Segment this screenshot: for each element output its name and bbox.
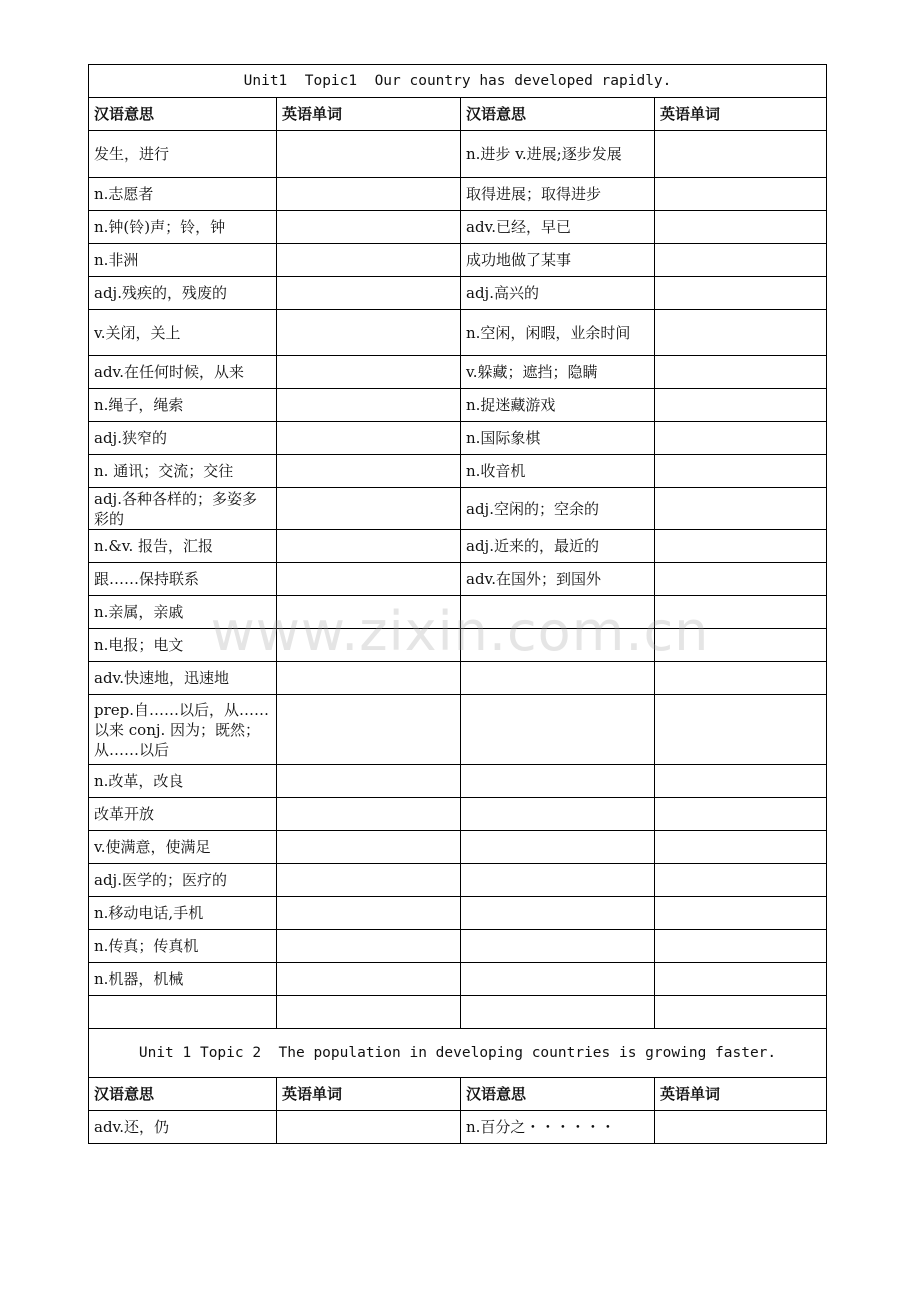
english-word-cell[interactable] <box>655 596 827 629</box>
table-row <box>89 798 827 831</box>
english-word-cell[interactable] <box>277 596 461 629</box>
chinese-meaning-cell <box>461 864 655 897</box>
chinese-meaning-cell: n.&v. 报告，汇报 <box>89 530 277 563</box>
english-word-cell[interactable] <box>655 277 827 310</box>
chinese-meaning-cell <box>461 662 655 695</box>
column-header: 汉语意思 <box>461 98 655 131</box>
table-row <box>89 277 827 310</box>
english-word-cell[interactable] <box>277 963 461 996</box>
table-row <box>89 563 827 596</box>
english-word-cell[interactable] <box>277 1111 461 1144</box>
chinese-meaning-cell: prep.自……以后，从……以来 conj. 因为；既然；从……以后 <box>89 695 277 765</box>
chinese-meaning-cell <box>461 963 655 996</box>
english-word-cell[interactable] <box>655 455 827 488</box>
table-row <box>89 629 827 662</box>
english-word-cell[interactable] <box>655 662 827 695</box>
topic1-title: Unit1 Topic1 Our country has developed rapidly. <box>89 65 827 98</box>
english-word-cell[interactable] <box>655 963 827 996</box>
chinese-meaning-cell: 成功地做了某事 <box>461 244 655 277</box>
table-row <box>89 996 827 1029</box>
chinese-meaning-cell: v.躲藏；遮挡；隐瞒 <box>461 356 655 389</box>
chinese-meaning-cell <box>89 996 277 1029</box>
english-word-cell[interactable] <box>655 1111 827 1144</box>
english-word-cell[interactable] <box>655 996 827 1029</box>
english-word-cell[interactable] <box>277 629 461 662</box>
topic2-title: Unit 1 Topic 2 The population in developing countries is growing faster. <box>89 1029 827 1078</box>
english-word-cell[interactable] <box>277 488 461 530</box>
chinese-meaning-cell: adj.残疾的，残废的 <box>89 277 277 310</box>
table-row <box>89 897 827 930</box>
english-word-cell[interactable] <box>655 563 827 596</box>
chinese-meaning-cell: n.亲属，亲戚 <box>89 596 277 629</box>
table-row <box>89 455 827 488</box>
english-word-cell[interactable] <box>277 930 461 963</box>
chinese-meaning-cell: n.移动电话,手机 <box>89 897 277 930</box>
english-word-cell[interactable] <box>655 930 827 963</box>
watermark: www.zixin.com.cn <box>210 600 710 663</box>
chinese-meaning-cell: n.进步 v.进展;逐步发展 <box>461 131 655 178</box>
english-word-cell[interactable] <box>655 629 827 662</box>
table-row <box>89 422 827 455</box>
english-word-cell[interactable] <box>655 488 827 530</box>
chinese-meaning-cell: adj.各种各样的；多姿多彩的 <box>89 488 277 530</box>
chinese-meaning-cell: v.关闭，关上 <box>89 310 277 356</box>
chinese-meaning-cell <box>461 765 655 798</box>
english-word-cell[interactable] <box>277 310 461 356</box>
english-word-cell[interactable] <box>655 356 827 389</box>
table-row <box>89 963 827 996</box>
chinese-meaning-cell: adv.在任何时候，从来 <box>89 356 277 389</box>
english-word-cell[interactable] <box>277 831 461 864</box>
column-header: 英语单词 <box>655 98 827 131</box>
english-word-cell[interactable] <box>277 244 461 277</box>
table-row <box>89 662 827 695</box>
table-row <box>89 864 827 897</box>
chinese-meaning-cell <box>461 930 655 963</box>
chinese-meaning-cell: 改革开放 <box>89 798 277 831</box>
table-row <box>89 596 827 629</box>
topic1-title-row <box>89 65 827 98</box>
topic2-header-row <box>89 1078 827 1111</box>
english-word-cell[interactable] <box>277 356 461 389</box>
chinese-meaning-cell: adj.医学的；医疗的 <box>89 864 277 897</box>
table-row <box>89 1111 827 1144</box>
table-row <box>89 244 827 277</box>
english-word-cell[interactable] <box>655 389 827 422</box>
english-word-cell[interactable] <box>277 662 461 695</box>
english-word-cell[interactable] <box>655 131 827 178</box>
table-row <box>89 178 827 211</box>
column-header: 汉语意思 <box>89 1078 277 1111</box>
chinese-meaning-cell <box>461 831 655 864</box>
chinese-meaning-cell: n.百分之・・・・・・ <box>461 1111 655 1144</box>
chinese-meaning-cell: n.志愿者 <box>89 178 277 211</box>
chinese-meaning-cell: n.钟(铃)声；铃，钟 <box>89 211 277 244</box>
chinese-meaning-cell: 跟……保持联系 <box>89 563 277 596</box>
english-word-cell[interactable] <box>655 310 827 356</box>
chinese-meaning-cell: n.收音机 <box>461 455 655 488</box>
english-word-cell[interactable] <box>277 897 461 930</box>
table-row <box>89 765 827 798</box>
chinese-meaning-cell: adj.近来的，最近的 <box>461 530 655 563</box>
table-row <box>89 930 827 963</box>
table-row <box>89 356 827 389</box>
english-word-cell[interactable] <box>277 131 461 178</box>
table-row <box>89 530 827 563</box>
chinese-meaning-cell <box>461 596 655 629</box>
english-word-cell[interactable] <box>277 422 461 455</box>
chinese-meaning-cell <box>461 798 655 831</box>
chinese-meaning-cell: n.空闲，闲暇，业余时间 <box>461 310 655 356</box>
column-header: 汉语意思 <box>89 98 277 131</box>
english-word-cell[interactable] <box>277 277 461 310</box>
table-row <box>89 488 827 530</box>
english-word-cell[interactable] <box>277 996 461 1029</box>
column-header: 英语单词 <box>277 1078 461 1111</box>
english-word-cell[interactable] <box>655 530 827 563</box>
english-word-cell[interactable] <box>655 831 827 864</box>
chinese-meaning-cell: n.非洲 <box>89 244 277 277</box>
vocabulary-table <box>88 64 827 1144</box>
english-word-cell[interactable] <box>277 864 461 897</box>
chinese-meaning-cell <box>461 695 655 765</box>
chinese-meaning-cell: adv.已经，早已 <box>461 211 655 244</box>
english-word-cell[interactable] <box>277 695 461 765</box>
chinese-meaning-cell: adv.还，仍 <box>89 1111 277 1144</box>
column-header: 英语单词 <box>655 1078 827 1111</box>
english-word-cell[interactable] <box>277 563 461 596</box>
chinese-meaning-cell: 取得进展；取得进步 <box>461 178 655 211</box>
chinese-meaning-cell: n.改革，改良 <box>89 765 277 798</box>
column-header: 汉语意思 <box>461 1078 655 1111</box>
chinese-meaning-cell <box>461 629 655 662</box>
english-word-cell[interactable] <box>277 798 461 831</box>
table-row <box>89 211 827 244</box>
table-row <box>89 695 827 765</box>
chinese-meaning-cell: adj.高兴的 <box>461 277 655 310</box>
english-word-cell[interactable] <box>655 798 827 831</box>
chinese-meaning-cell <box>461 996 655 1029</box>
english-word-cell[interactable] <box>655 244 827 277</box>
english-word-cell[interactable] <box>655 422 827 455</box>
chinese-meaning-cell: n.电报；电文 <box>89 629 277 662</box>
vocabulary-table-body <box>89 65 827 1144</box>
chinese-meaning-cell <box>461 897 655 930</box>
english-word-cell[interactable] <box>277 389 461 422</box>
english-word-cell[interactable] <box>277 765 461 798</box>
english-word-cell[interactable] <box>655 695 827 765</box>
chinese-meaning-cell: adv.快速地，迅速地 <box>89 662 277 695</box>
table-row <box>89 831 827 864</box>
chinese-meaning-cell: n. 通讯；交流；交往 <box>89 455 277 488</box>
chinese-meaning-cell: n.机器，机械 <box>89 963 277 996</box>
chinese-meaning-cell: n.国际象棋 <box>461 422 655 455</box>
chinese-meaning-cell: adj.狭窄的 <box>89 422 277 455</box>
topic1-header-row <box>89 98 827 131</box>
english-word-cell[interactable] <box>655 765 827 798</box>
english-word-cell[interactable] <box>655 211 827 244</box>
english-word-cell[interactable] <box>277 530 461 563</box>
chinese-meaning-cell: n.传真；传真机 <box>89 930 277 963</box>
english-word-cell[interactable] <box>655 897 827 930</box>
table-row <box>89 389 827 422</box>
chinese-meaning-cell: 发生，进行 <box>89 131 277 178</box>
english-word-cell[interactable] <box>277 211 461 244</box>
english-word-cell[interactable] <box>655 864 827 897</box>
column-header: 英语单词 <box>277 98 461 131</box>
table-row <box>89 310 827 356</box>
topic2-title-row <box>89 1029 827 1078</box>
chinese-meaning-cell: adv.在国外；到国外 <box>461 563 655 596</box>
english-word-cell[interactable] <box>277 178 461 211</box>
chinese-meaning-cell: adj.空闲的；空余的 <box>461 488 655 530</box>
table-row <box>89 131 827 178</box>
english-word-cell[interactable] <box>277 455 461 488</box>
chinese-meaning-cell: n.捉迷藏游戏 <box>461 389 655 422</box>
chinese-meaning-cell: n.绳子，绳索 <box>89 389 277 422</box>
english-word-cell[interactable] <box>655 178 827 211</box>
chinese-meaning-cell: v.使满意，使满足 <box>89 831 277 864</box>
